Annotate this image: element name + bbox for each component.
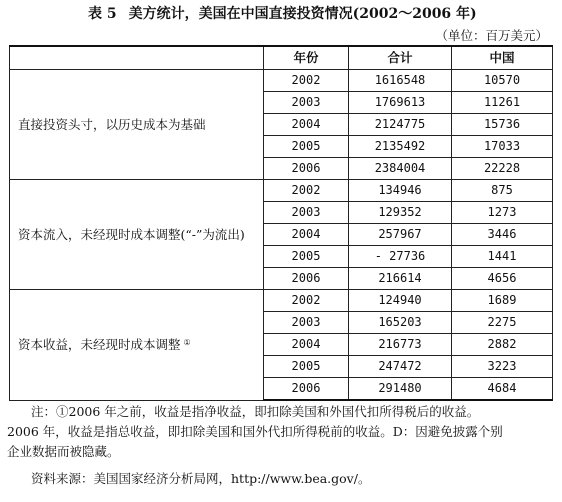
- china-cell: 3446: [452, 224, 553, 246]
- table-row: [10, 290, 553, 312]
- category-cell: [10, 180, 264, 290]
- china-cell: 1273: [452, 202, 553, 224]
- category-label: 资本收益，未经现时成本调整: [18, 337, 181, 352]
- china-cell: 1441: [452, 246, 553, 268]
- year-cell: 2006: [264, 378, 349, 401]
- header-category: [10, 46, 264, 70]
- china-cell: 875: [452, 180, 553, 202]
- total-cell: 257967: [349, 224, 452, 246]
- year-cell: 2006: [264, 268, 349, 290]
- year-cell: 2005: [264, 136, 349, 158]
- year-cell: 2002: [264, 290, 349, 312]
- total-cell: 216614: [349, 268, 452, 290]
- header-year: 年份: [264, 46, 349, 70]
- total-cell: 291480: [349, 378, 452, 401]
- china-cell: 2275: [452, 312, 553, 334]
- source-note: 资料来源：美国国家经济分析局网，http://www.bea.gov/。: [31, 471, 371, 486]
- china-cell: 22228: [452, 158, 553, 180]
- china-cell: 1689: [452, 290, 553, 312]
- total-cell: 2135492: [349, 136, 452, 158]
- china-cell: 11261: [452, 92, 553, 114]
- notes: [7, 402, 555, 462]
- total-cell: 134946: [349, 180, 452, 202]
- year-cell: 2002: [264, 70, 349, 92]
- category-cell: [10, 70, 264, 180]
- total-cell: 216773: [349, 334, 452, 356]
- table-row: [10, 180, 553, 202]
- total-cell: - 27736: [349, 246, 452, 268]
- china-cell: 4656: [452, 268, 553, 290]
- total-cell: 124940: [349, 290, 452, 312]
- china-cell: 2882: [452, 334, 553, 356]
- table-title-text: 美方统计，美国在中国直接投资情况(2002～2006 年): [128, 6, 477, 22]
- footnote-marker: ①: [183, 338, 191, 347]
- investment-table: [9, 45, 553, 401]
- unit-note: （单位：百万美元）: [435, 28, 548, 43]
- year-cell: 2004: [264, 224, 349, 246]
- total-cell: 165203: [349, 312, 452, 334]
- china-cell: 10570: [452, 70, 553, 92]
- year-cell: 2005: [264, 356, 349, 378]
- header-total: 合计: [349, 46, 452, 70]
- year-cell: 2003: [264, 92, 349, 114]
- year-cell: 2006: [264, 158, 349, 180]
- category-cell: [10, 290, 264, 401]
- china-cell: 3223: [452, 356, 553, 378]
- table-header-row: [10, 46, 553, 70]
- total-cell: 2384004: [349, 158, 452, 180]
- total-cell: 2124775: [349, 114, 452, 136]
- table-number: 表 5: [88, 6, 117, 22]
- category-label: 资本流入，未经现时成本调整(“-”为流出): [18, 226, 245, 242]
- china-cell: 4684: [452, 378, 553, 401]
- year-cell: 2004: [264, 114, 349, 136]
- year-cell: 2004: [264, 334, 349, 356]
- total-cell: 247472: [349, 356, 452, 378]
- header-china: 中国: [452, 46, 553, 70]
- table-body: [10, 70, 553, 401]
- china-cell: 17033: [452, 136, 553, 158]
- total-cell: 1769613: [349, 92, 452, 114]
- year-cell: 2005: [264, 246, 349, 268]
- category-label: 直接投资头寸，以历史成本为基础: [18, 116, 206, 132]
- table-title: [88, 3, 477, 23]
- note-line-1: 注：①2006 年之前，收益是指净收益，即扣除美国和外国代扣所得税后的收益。: [31, 404, 480, 419]
- note-line-3: 企业数据而被隐藏。: [7, 444, 120, 459]
- year-cell: 2002: [264, 180, 349, 202]
- total-cell: 1616548: [349, 70, 452, 92]
- year-cell: 2003: [264, 202, 349, 224]
- table-row: [10, 70, 553, 92]
- china-cell: 15736: [452, 114, 553, 136]
- year-cell: 2003: [264, 312, 349, 334]
- note-line-2: 2006 年，收益是指总收益，即扣除美国和国外代扣所得税前的收益。D：因避免披露个别: [7, 424, 503, 439]
- total-cell: 129352: [349, 202, 452, 224]
